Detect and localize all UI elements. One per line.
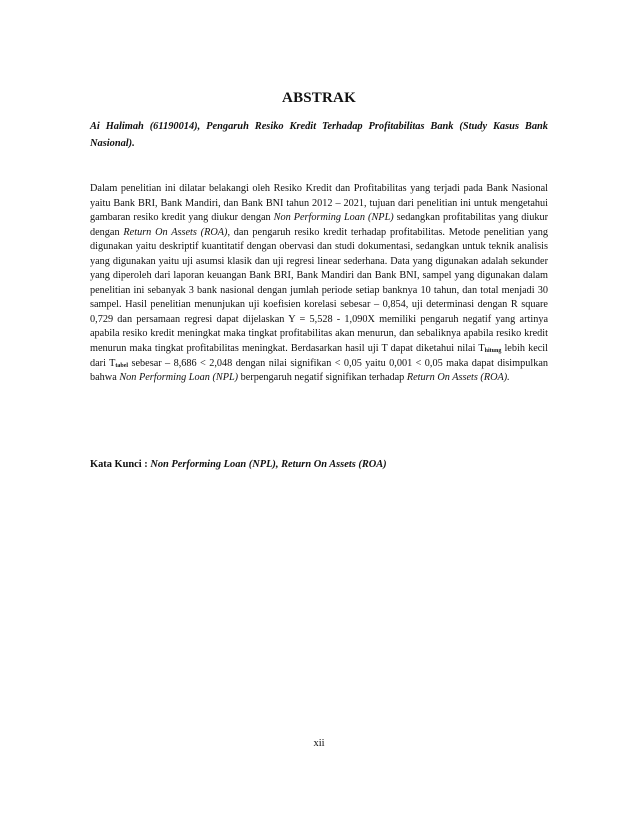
term-roa: Return On Assets (ROA).	[406, 372, 510, 384]
abstract-text: , dan pengaruh resiko kredit terhadap profitabilitas. Metode penelitian yang digunakan yaitu deskriptif kuantitatif dengan obervasi dan studi dokumentasi, sedangkan untuk teknik analisis yang digunakan yaitu uji asumsi klasik dan uji regresi linear sederhana. Data yang digunakan adalah sekunder yang diperoleh dari laporan keuangan Bank BRI, Bank Mandiri dan Bank BNI, sampel yang digunakan dalam penelitian ini sebanyak 3 bank nasional dengan jumlah periode setiap banknya 10 tahun, dan total menjadi 30 sampel. Hasil penelitian menunjukan uji koefisien korelasi sebesar – 0,854, uji determinasi dengan R square 0,729 dan persamaan regresi dapat dijelaskan Y = 5,528 - 1,090X memiliki pengaruh negatif yang artinya apabila resiko kredit meningkat maka tingkat profitabilitas akan menurun, dan sebaliknya apabila resiko kredit menurun maka tingkat profitabilitas meningkat. Berdasarkan hasil uji T dapat diketahui nilai T	[90, 226, 548, 355]
term-npl: Non Performing Loan (NPL)	[273, 212, 394, 224]
keywords-line	[90, 459, 548, 470]
abstract-paragraph	[90, 182, 548, 386]
keywords-label: Kata Kunci :	[90, 459, 151, 470]
subscript-tabel: tabel	[115, 362, 129, 369]
page-title: ABSTRAK	[282, 90, 356, 106]
abstract-text: berpengaruh negatif signifikan terhadap	[238, 372, 407, 384]
term-roa: Return On Assets (ROA)	[123, 226, 228, 238]
abstract-text: Dalam penelitian ini dilatar belakangi oleh Resiko Kredit dan Profitabilitas yang terjadi pada Bank Nasional yaitu Bank BRI, Bank Mandiri, dan Bank BNI tahun 2012 – 2021, tujuan dari penelitian ini untuk mengetahui gambaran resiko kredit yang diukur dengan	[90, 183, 548, 224]
subscript-hitung: hitung	[484, 348, 502, 355]
term-npl: Non Performing Loan (NPL)	[119, 372, 239, 384]
author-line: Ai Halimah (61190014), Pengaruh Resiko Kredit Terhadap Profitabilitas Bank (Study Kasus Bank Nasional).	[90, 121, 548, 149]
abstract-body	[90, 182, 548, 386]
page-number: xii	[313, 738, 325, 749]
abstract-text: sebesar – 8,686 < 2,048 dengan nilai signifikan < 0,05 yaitu 0,001 < 0,05 maka dapat disimpulkan bahwa	[90, 357, 548, 384]
abstract-text: lebih kecil dari T	[90, 343, 548, 369]
abstract-text: sedangkan profitabilitas yang diukur dengan	[90, 212, 548, 238]
keywords-text: Non Performing Loan (NPL), Return On Assets (ROA)	[150, 459, 387, 470]
